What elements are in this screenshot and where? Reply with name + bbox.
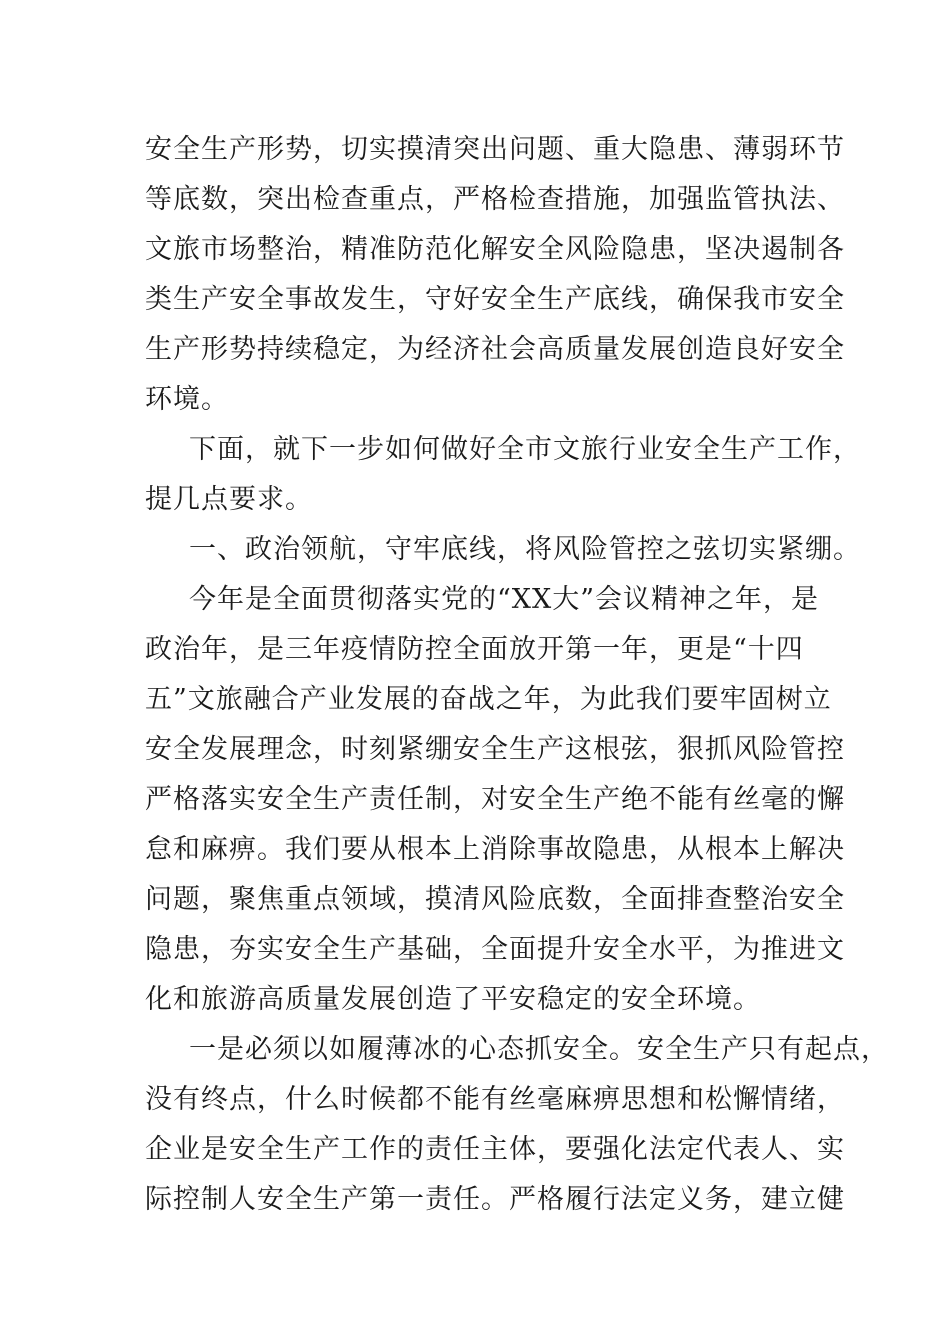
- text-line: 企业是安全生产工作的责任主体，要强化法定代表人、实: [145, 1134, 845, 1165]
- text-line: 化和旅游高质量发展创造了平安稳定的安全环境。: [145, 984, 761, 1015]
- section-heading: 一、政治领航，守牢底线，将风险管控之弦切实紧绷。: [189, 534, 861, 565]
- text-line: 文旅市场整治，精准防范化解安全风险隐患，坚决遏制各: [145, 234, 845, 265]
- paragraph-start-line: 今年是全面贯彻落实党的“XX大”会议精神之年，是: [189, 584, 820, 615]
- text-line: 五”文旅融合产业发展的奋战之年，为此我们要牢固树立: [145, 684, 832, 715]
- text-line: 生产形势持续稳定，为经济社会高质量发展创造良好安全: [145, 334, 845, 365]
- text-line: 安全生产形势，切实摸清突出问题、重大隐患、薄弱环节: [145, 134, 845, 165]
- text-line: 类生产安全事故发生，守好安全生产底线，确保我市安全: [145, 284, 845, 315]
- text-line: 等底数，突出检查重点，严格检查措施，加强监管执法、: [145, 184, 845, 215]
- text-line: 提几点要求。: [145, 484, 313, 515]
- text-line: 际控制人安全生产第一责任。严格履行法定义务，建立健: [145, 1184, 845, 1215]
- text-line: 隐患，夯实安全生产基础，全面提升安全水平，为推进文: [145, 934, 845, 965]
- text-line: 严格落实安全生产责任制，对安全生产绝不能有丝毫的懈: [145, 784, 845, 815]
- text-line: 问题，聚焦重点领域，摸清风险底数，全面排查整治安全: [145, 884, 845, 915]
- paragraph-start-line: 下面，就下一步如何做好全市文旅行业安全生产工作，: [189, 434, 861, 465]
- paragraph-start-line: 一是必须以如履薄冰的心态抓安全。安全生产只有起点，: [189, 1034, 889, 1065]
- document-body: [145, 125, 889, 1225]
- text-line: 怠和麻痹。我们要从根本上消除事故隐患，从根本上解决: [145, 834, 845, 865]
- text-line: 政治年，是三年疫情防控全面放开第一年，更是“十四: [145, 634, 804, 665]
- text-line: 安全发展理念，时刻紧绷安全生产这根弦，狠抓风险管控: [145, 734, 845, 765]
- text-line: 环境。: [145, 384, 229, 415]
- text-line: 没有终点，什么时候都不能有丝毫麻痹思想和松懈情绪，: [145, 1084, 845, 1115]
